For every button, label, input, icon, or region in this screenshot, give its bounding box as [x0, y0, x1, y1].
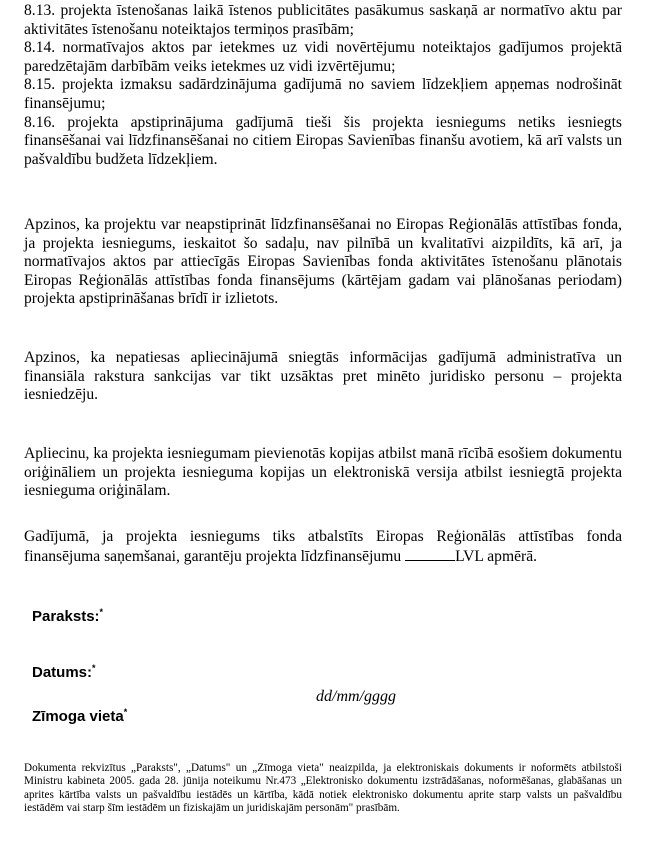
footnote: Dokumenta rekvizītus „Paraksts", „Datums" un „Zīmoga vieta" neaizpilda, ja elektroniskais dokuments ir noformēts atbilstoši Ministru kabineta 2005. gada 28. jūnija noteikumu Nr.473 „Elektronisko dokumentu izstrādāšanas, noformēšanas, glabāšanas un aprites kārtība valsts un pašvaldību iestādēs un kārtība, kādā notiek elektronisko dokumentu aprite starp valsts un pašvaldību iestādēm vai starp šīm iestādēm un fiziskajām un juridiskajām personām" prasībām. — [24, 762, 622, 815]
date-label: Datums:* — [32, 663, 96, 681]
paragraph-approval-risk: Apzinos, ka projektu var neapstiprināt līdzfinansēšanai no Eiropas Reģionālās attīstības fonda, ja projekta iesniegums, ieskaitot šo sadaļu, nav pilnībā un kvalitatīvi aizpildīts, kā arī, ja normatīvajos aktos par attiecīgās Eiropas Savienības fonda aktivitātes īstenošanu plānotais Eiropas Reģionālās attīstības fonda finansējums (kārtējam gadam vai plānošanas periodam) projekta apstiprināšanas brīdī ir izlietots. — [24, 216, 622, 308]
signature-asterisk: * — [99, 607, 104, 617]
item-8-15: 8.15. projekta izmaksu sadārdzinājuma gadījumā no saviem līdzekļiem apņemas nodrošināt finansējumu; — [24, 76, 622, 112]
paragraph-sanctions: Apzinos, ka nepatiesas apliecinājumā sniegtās informācijas gadījumā administratīva un finansiāla rakstura sankcijas var tikt uzsāktas pret minēto juridisko personu – projekta iesniedzēju. — [24, 349, 622, 404]
cofinancing-amount-field[interactable] — [405, 547, 455, 561]
signature-label: Paraksts:* — [32, 607, 104, 625]
paragraph-cofinancing — [24, 528, 622, 566]
stamp-label: Zīmoga vieta* — [32, 707, 128, 725]
item-8-13: 8.13. projekta īstenošanas laikā īstenos publicitātes pasākumus saskaņā ar normatīvo aktu par aktivitātes īstenošanu noteiktajos termiņos prasībām; — [24, 2, 622, 38]
cofinancing-currency-text: LVL apmērā. — [455, 547, 538, 565]
stamp-asterisk: * — [123, 707, 128, 717]
declaration-items — [24, 2, 622, 169]
date-asterisk: * — [92, 663, 96, 673]
paragraph-copies: Apliecinu, ka projekta iesniegumam pievienotās kopijas atbilst manā rīcībā esošiem dokumentu oriģināliem un projekta iesnieguma kopijas un elektroniskā versija atbilst iesniegtā projekta iesnieguma oriģinālam. — [24, 445, 622, 500]
date-placeholder: dd/mm/gggg — [316, 688, 396, 705]
item-8-14: 8.14. normatīvajos aktos par ietekmes uz vidi novērtējumu noteiktajos gadījumos projektā paredzētajām darbībām veiks ietekmes uz vidi izvērtējumu; — [24, 39, 622, 75]
item-8-16: 8.16. projekta apstiprinājuma gadījumā tieši šis projekta iesniegums netiks iesniegts finansēšanai vai līdzfinansēšanai no citiem Eiropas Savienības finanšu avotiem, kā arī valsts un pašvaldību budžeta līdzekļiem. — [24, 113, 622, 168]
cofinancing-text: Gadījumā, ja projekta iesniegums tiks atbalstīts Eiropas Reģionālās attīstības fonda finansējuma saņemšanai, garantēju projekta līdzfinansējumu — [24, 528, 622, 565]
